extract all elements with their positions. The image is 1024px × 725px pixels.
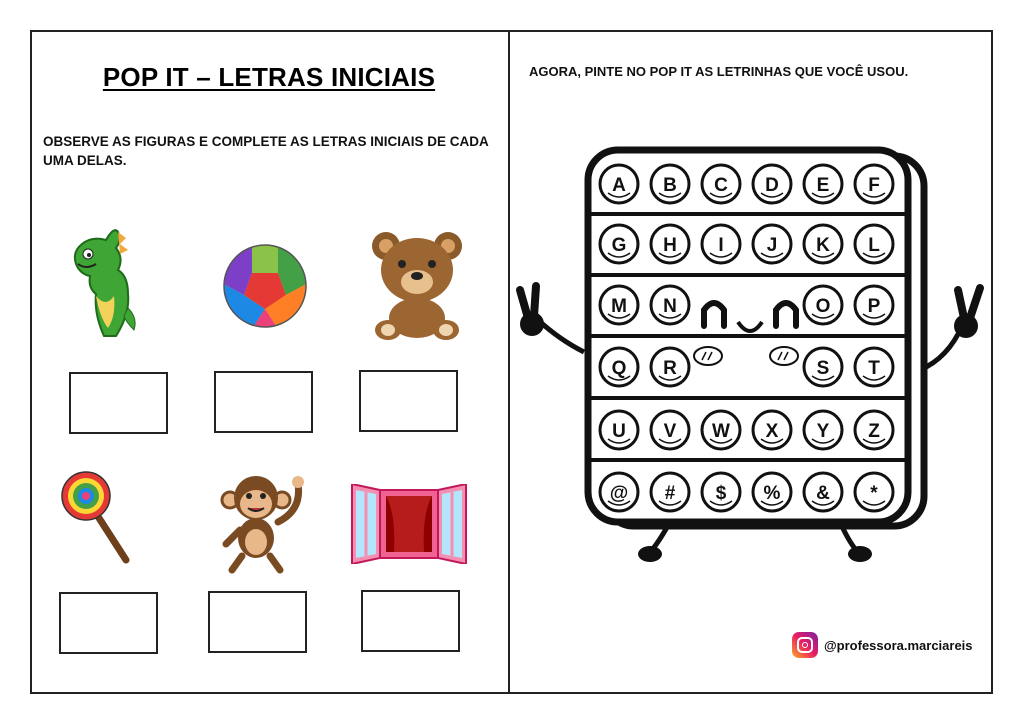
answer-box-dinosaur[interactable] [69, 372, 168, 434]
pop-it-key[interactable] [702, 411, 740, 449]
pop-it-key[interactable] [600, 286, 638, 324]
pop-it-key-label: S [816, 358, 830, 379]
pop-it-key[interactable] [600, 165, 638, 203]
pop-it-key[interactable] [702, 473, 740, 511]
pop-it-key-label: Q [611, 358, 627, 379]
pop-it-key[interactable] [702, 165, 740, 203]
right-instruction: AGORA, PINTE NO POP IT AS LETRINHAS QUE VOCÊ USOU. [529, 64, 909, 79]
pop-it-key[interactable] [804, 348, 842, 386]
dinosaur-icon [66, 218, 138, 340]
pop-it-key-label: V [663, 421, 677, 442]
answer-box-ball[interactable] [214, 371, 313, 433]
right-foot [848, 546, 872, 562]
pop-it-key[interactable] [753, 411, 791, 449]
pop-it-key[interactable] [804, 165, 842, 203]
pop-it-key[interactable] [600, 411, 638, 449]
lollipop-icon [60, 470, 132, 566]
instagram-icon [792, 632, 818, 658]
pop-it-key-label: E [816, 175, 830, 196]
left-foot [638, 546, 662, 562]
monkey-icon [218, 470, 310, 574]
pop-it-key[interactable] [855, 165, 893, 203]
pop-it-key-label: * [870, 483, 878, 504]
pop-it-key[interactable] [651, 473, 689, 511]
pop-it-key[interactable] [600, 225, 638, 263]
pop-it-key[interactable] [855, 473, 893, 511]
pop-it-key-label: G [611, 235, 627, 256]
window-icon [350, 484, 468, 564]
pop-it-key[interactable] [855, 286, 893, 324]
pop-it-key[interactable] [855, 348, 893, 386]
answer-box-bear[interactable] [359, 370, 458, 432]
pop-it-key-label: F [868, 175, 880, 196]
pop-it-key-label: @ [609, 483, 629, 504]
pop-it-key-label: C [714, 175, 728, 196]
pop-it-key[interactable] [804, 225, 842, 263]
pop-it-key[interactable] [651, 286, 689, 324]
pop-it-key[interactable] [600, 348, 638, 386]
pop-it-key[interactable] [804, 286, 842, 324]
pop-it-key[interactable] [804, 473, 842, 511]
pop-it-key[interactable] [753, 473, 791, 511]
pop-it-key[interactable] [855, 225, 893, 263]
pop-it-key-label: T [868, 358, 880, 379]
pop-it-key-label: B [663, 175, 677, 196]
pop-it-key-label: H [663, 235, 677, 256]
pop-it-key-label: U [612, 421, 626, 442]
ball-icon [222, 243, 308, 329]
pop-it-key[interactable] [600, 473, 638, 511]
page-title: POP IT – LETRAS INICIAIS [102, 62, 436, 92]
pop-it-key[interactable] [651, 411, 689, 449]
left-instruction: OBSERVE AS FIGURAS E COMPLETE AS LETRAS INICIAIS DE CADA UMA DELAS. [43, 134, 489, 168]
left-peace-hand-icon [520, 286, 544, 336]
pop-it-key-label: J [766, 235, 778, 256]
pop-it-key-label: & [816, 483, 830, 504]
left-arm [538, 320, 584, 352]
pop-it-key-label: L [868, 235, 880, 256]
pop-it-key-label: Y [816, 421, 830, 442]
pop-it-key-label: % [763, 483, 781, 504]
handle-text: @professora.marciareis [824, 637, 973, 653]
pop-it-key-label: # [664, 483, 676, 504]
pop-it-key[interactable] [753, 225, 791, 263]
pop-it-key[interactable] [651, 225, 689, 263]
pop-it-key[interactable] [651, 348, 689, 386]
pop-it-key[interactable] [702, 225, 740, 263]
pop-it-key-label: M [611, 296, 627, 317]
pop-it-key-label: A [612, 175, 626, 196]
pop-it-key-label: $ [715, 483, 727, 504]
pop-it-key-label: X [765, 421, 779, 442]
pop-it-key[interactable] [753, 165, 791, 203]
pop-it-key[interactable] [855, 411, 893, 449]
pop-it-key-label: I [718, 235, 724, 256]
pop-it-key-label: D [765, 175, 779, 196]
pop-it-board [510, 130, 990, 570]
instagram-handle[interactable] [792, 632, 973, 658]
pop-it-key[interactable] [804, 411, 842, 449]
answer-box-window[interactable] [361, 590, 460, 652]
pop-it-key-label: R [663, 358, 677, 379]
pop-it-key-label: O [815, 296, 831, 317]
pop-it-key[interactable] [651, 165, 689, 203]
answer-box-lollipop[interactable] [59, 592, 158, 654]
right-peace-hand-icon [954, 288, 980, 338]
pop-it-key-label: Z [868, 421, 880, 442]
pop-it-key-label: N [663, 296, 677, 317]
teddy-bear-icon [368, 226, 466, 340]
pop-it-key-label: P [867, 296, 881, 317]
pop-it-key-label: K [816, 235, 830, 256]
pop-it-key-label: W [712, 421, 730, 442]
answer-box-monkey[interactable] [208, 591, 307, 653]
